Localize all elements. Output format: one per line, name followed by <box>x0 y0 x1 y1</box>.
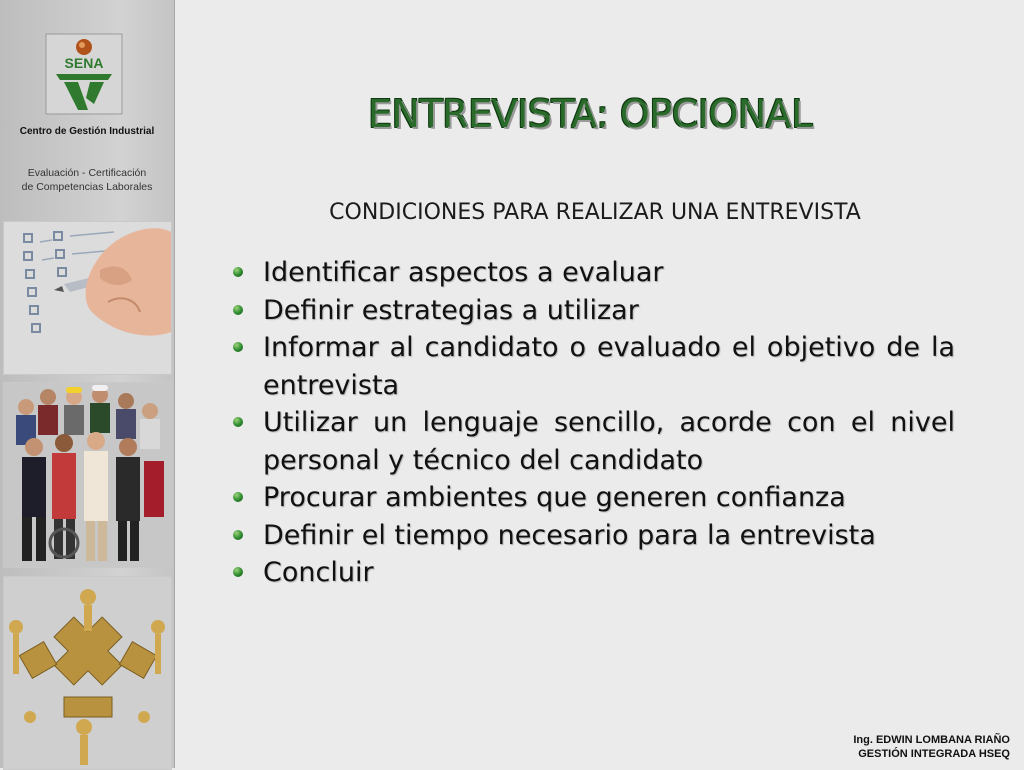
bullet-icon <box>233 305 243 315</box>
slide-subtitle: CONDICIONES PARA REALIZAR UNA ENTREVISTA <box>329 200 861 225</box>
bullet-icon <box>233 492 243 502</box>
list-item-text: Definir estrategias a utilizar <box>263 294 639 326</box>
list-item-text: Informar al candidato o evaluado el objetivo de la entrevista <box>263 332 955 401</box>
list-item <box>230 254 955 292</box>
list-item <box>230 517 955 555</box>
list-item <box>230 479 955 517</box>
conditions-list <box>230 254 955 592</box>
sena-logo-text: SENA <box>64 55 104 71</box>
list-item-text: Concluir <box>263 557 374 588</box>
checklist-hand-image <box>3 221 172 375</box>
bullet-icon <box>233 567 243 577</box>
author-department: GESTIÓN INTEGRADA HSEQ <box>858 748 1010 760</box>
program-name <box>0 166 174 194</box>
list-item <box>230 554 955 592</box>
author-name: Ing. EDWIN LOMBANA RIAÑO <box>853 734 1010 746</box>
list-item-text: Procurar ambientes que generen confianza <box>263 482 846 513</box>
author-footer <box>853 733 1010 761</box>
program-line-2: de Competencias Laborales <box>21 181 153 193</box>
bullet-icon <box>233 530 243 540</box>
list-item-text: Identificar aspectos a evaluar <box>263 257 664 288</box>
list-item <box>230 329 955 404</box>
collaboration-figures-image <box>3 576 172 770</box>
sidebar <box>0 0 175 768</box>
bullet-icon <box>233 417 243 427</box>
list-item <box>230 292 955 330</box>
bullet-icon <box>233 342 243 352</box>
bullet-icon <box>233 267 243 277</box>
list-item-text: Definir el tiempo necesario para la entrevista <box>263 519 876 551</box>
sena-logo <box>44 32 124 116</box>
program-line-1: Evaluación - Certificación <box>27 167 147 179</box>
slide-title: ENTREVISTA: OPCIONAL <box>368 92 812 136</box>
workers-group-image <box>3 382 172 568</box>
org-name: Centro de Gestión Industrial <box>19 126 155 137</box>
list-item <box>230 404 955 479</box>
list-item-text: Utilizar un lenguaje sencillo, acorde con el nivel personal y técnico del candidato <box>263 407 955 476</box>
